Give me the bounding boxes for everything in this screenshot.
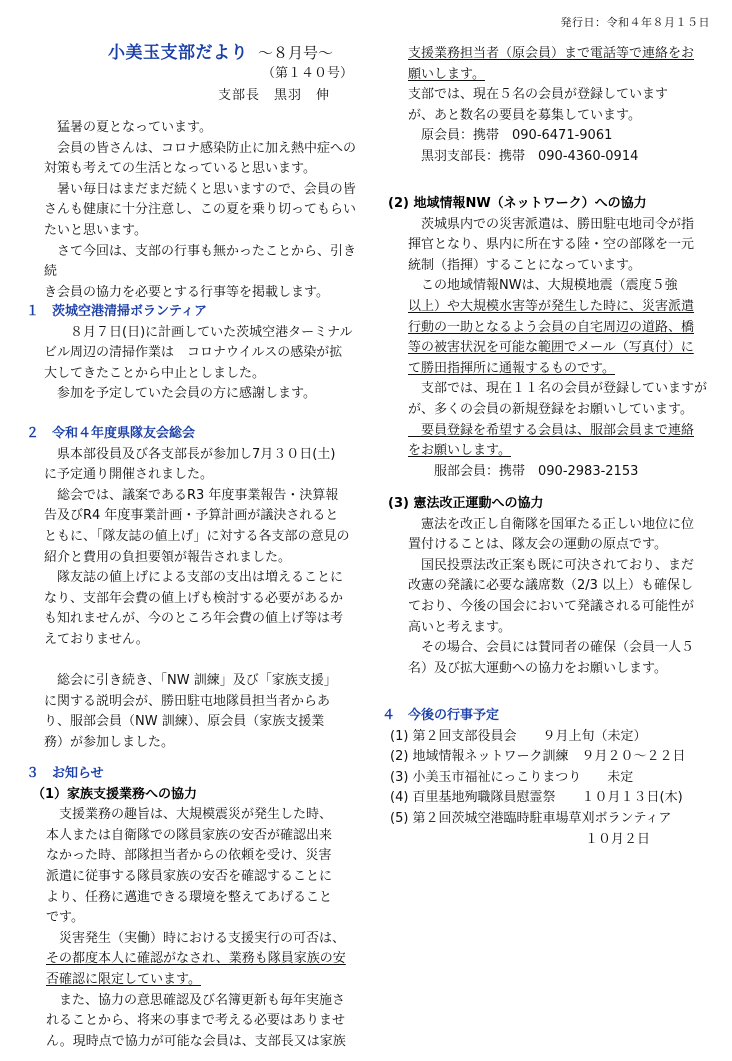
issue-number: （第１４０号）	[262, 66, 354, 81]
text-line: さんも健康に十分注意し、この夏を乗り切ってもらい	[44, 202, 357, 218]
masthead	[108, 38, 333, 63]
text-line: り、服部会員（NW 訓練）、原会員（家族支援業	[44, 714, 325, 730]
text-line: ビル周辺の清掃作業は コロナウイルスの感染が拡	[44, 345, 343, 361]
text-line: 暑い毎日はまだまだ続くと思いますので、会員の皆	[44, 181, 356, 197]
section-heading: ３ お知らせ	[26, 766, 104, 781]
text-line: です。	[46, 910, 84, 926]
right-column-continued	[408, 44, 720, 168]
text-line: 等の被害状況を可能な範囲でメール（写真付）に	[408, 340, 694, 356]
text-line: 総会では、議案であるR3 年度事業報告・決算報	[44, 487, 339, 503]
text-line: その場合、会員には賛同者の確保（会員一人５	[408, 640, 695, 656]
text-line: 揮官となり、県内に所在する陸・空の部隊を一元	[408, 237, 695, 253]
schedule-item: (2) 地域情報ネットワーク訓練 ９月２０～２２日	[390, 749, 686, 765]
text-line: 憲法を改正し自衛隊を国軍たる正しい地位に位	[408, 516, 695, 532]
text-line: 告及びR4 年度事業計画・予算計画が議決されると	[44, 508, 339, 524]
section-1	[26, 302, 366, 405]
text-line: 支援業務の趣旨は、大規模震災が発生した時、	[46, 807, 333, 823]
text-line: この地域情報NWは、大規模地震（震度５強	[408, 278, 678, 294]
text-line: 紹介と費用の負担要領が報告されました。	[44, 549, 292, 565]
text-line: 要員登録を希望する会員は、服部会員まで連絡	[408, 422, 695, 438]
text-line: 大してきたことから中止としました。	[44, 365, 266, 381]
phone-line: 原会員：携帯 090-6471-9061	[408, 128, 613, 144]
phone-line: 黒羽支部長：携帯 090-4360-0914	[408, 148, 639, 164]
text-line: に予定通り開催されました。	[44, 467, 214, 483]
text-line: なり、支部年会費の値上げも検討する必要があるか	[44, 590, 344, 606]
text-line: 統制（指揮）することになっています。	[408, 257, 641, 273]
text-line: 総会に引き続き、「NW 訓練」及び「家族支援」	[44, 673, 337, 689]
subsection-heading: (3) 憲法改正運動への協力	[388, 496, 544, 511]
text-line: き会員の協力を必要とする行事等を掲載します。	[44, 284, 329, 300]
text-line: ており、今後の国会において発議される可能性が	[408, 598, 695, 614]
text-line: より、任務に邁進できる環境を整えてあげること	[46, 889, 333, 905]
text-line: ８月７日(日)に計画していた茨城空港ターミナル	[44, 324, 353, 340]
subsection-heading: （1）家族支援業務への協力	[32, 786, 198, 802]
text-line: たいと思います。	[44, 222, 147, 238]
text-line: が、あと数名の要員を募集しています。	[408, 107, 641, 123]
newsletter-title: 小美玉支部だより	[108, 43, 248, 63]
subsection-heading: (2) 地域情報NW（ネットワーク）への協力	[388, 196, 647, 211]
section-4	[382, 706, 720, 850]
text-line: 対策も考えての生活となっていると思います。	[44, 161, 316, 177]
text-line: 隊友誌の値上げによる支部の支出は増えることに	[44, 570, 344, 586]
text-line: 災害発生（実働）時における支援実行の可否は、	[46, 930, 346, 946]
text-line: 名）及び拡大運動への協力をお願いします。	[408, 660, 667, 676]
text-line: 参加を予定していた会員の方に感謝します。	[44, 386, 316, 402]
issue-date: 発行日：令和４年８月１５日	[560, 16, 710, 29]
text-line: なかった時、部隊担当者からの依頼を受け、災害	[46, 848, 332, 864]
text-line: をお願いします。	[408, 443, 511, 459]
schedule-item-date: １０月２日	[390, 831, 651, 847]
text-line: 行動の一助となるよう会員の自宅周辺の道路、橋	[408, 319, 695, 335]
text-line: 置付けることは、隊友会の運動の原点です。	[408, 537, 667, 553]
text-line: ともに、「隊友誌の値上げ」に対する各支部の意見の	[44, 528, 350, 544]
text-line: 国民投票法改正案も既に可決されており、まだ	[408, 557, 695, 573]
section-3	[26, 764, 366, 1052]
text-line: て勝田指揮所に通報するものです。	[408, 360, 615, 376]
text-line: えておりません。	[44, 631, 149, 647]
section-heading: １ 茨城空港清掃ボランティア	[26, 304, 207, 319]
text-line: 願いします。	[408, 66, 485, 82]
subsection-2	[388, 194, 720, 482]
text-line: さて今回は、支部の行事も無かったことから、引き続	[44, 243, 357, 280]
text-line: その都度本人に確認がなされ、業務も隊員家族の安	[46, 951, 346, 967]
text-line: 務）が参加しました。	[44, 734, 175, 750]
author-line: 支部長 黒羽 伸	[218, 88, 331, 103]
schedule-item: (5) 第２回茨城空港臨時駐車場草刈ボランティア	[390, 810, 672, 826]
text-line: 支援業務担当者（原会員）まで電話等で連絡をお	[408, 46, 695, 61]
text-line: 猛暑の夏となっています。	[44, 120, 212, 135]
text-line: 本人または自衛隊での隊員家族の安否が確認出来	[46, 827, 333, 843]
left-column	[44, 118, 364, 303]
text-line: 茨城県内での災害派遣は、勝田駐屯地司令が指	[408, 216, 695, 232]
phone-line: 服部会員：携帯 090-2983-2153	[408, 463, 639, 479]
intro-text	[44, 118, 364, 303]
newsletter-subtitle: ～８月号～	[258, 44, 334, 62]
text-line: が、多くの会員の新規登録をお願いしています。	[408, 401, 693, 417]
text-line: に関する説明会が、勝田駐屯地隊員担当者からあ	[44, 693, 331, 709]
section-heading: ２ 令和４年度県隊友会総会	[26, 426, 196, 441]
section-heading: ４ 今後の行事予定	[382, 708, 500, 723]
schedule-item: (3) 小美玉市福祉にっこりまつり 未定	[390, 769, 634, 785]
text-line: また、協力の意思確認及び名簿更新も毎年実施さ	[46, 992, 346, 1008]
text-line: 派遣に従事する隊員家族の安否を確認することに	[46, 868, 333, 884]
text-line: 支部では、現在１１名の会員が登録していますが	[408, 381, 708, 397]
text-line: 否確認に限定しています。	[46, 971, 201, 987]
text-line: 県本部役員及び各支部長が参加し7月３０日(土)	[44, 446, 336, 462]
text-line: 以上）や大規模水害等が発生した時に、災害派遣	[408, 298, 695, 314]
text-line: 高いと考えます。	[408, 619, 511, 635]
text-line: れることから、将来の事まで考える必要はありませ	[46, 1013, 346, 1029]
section-2	[26, 424, 366, 754]
text-line: 支部では、現在５名の会員が登録しています	[408, 87, 669, 103]
schedule-item: (1) 第２回支部役員会 ９月上旬（未定）	[390, 728, 647, 744]
text-line: ん。現時点で協力が可能な会員は、支部長又は家族	[46, 1033, 346, 1049]
text-line: も知れませんが、今のところ年会費の値上げ等は考	[44, 611, 344, 627]
schedule-item: (4) 百里基地殉職隊員慰霊祭 １０月１３日(木)	[390, 790, 683, 806]
text-line: 会員の皆さんは、コロナ感染防止に加え熱中症への	[44, 140, 357, 156]
subsection-3	[388, 494, 720, 679]
text-line: 改憲の発議に必要な議席数（2/3 以上）も確保し	[408, 578, 694, 594]
